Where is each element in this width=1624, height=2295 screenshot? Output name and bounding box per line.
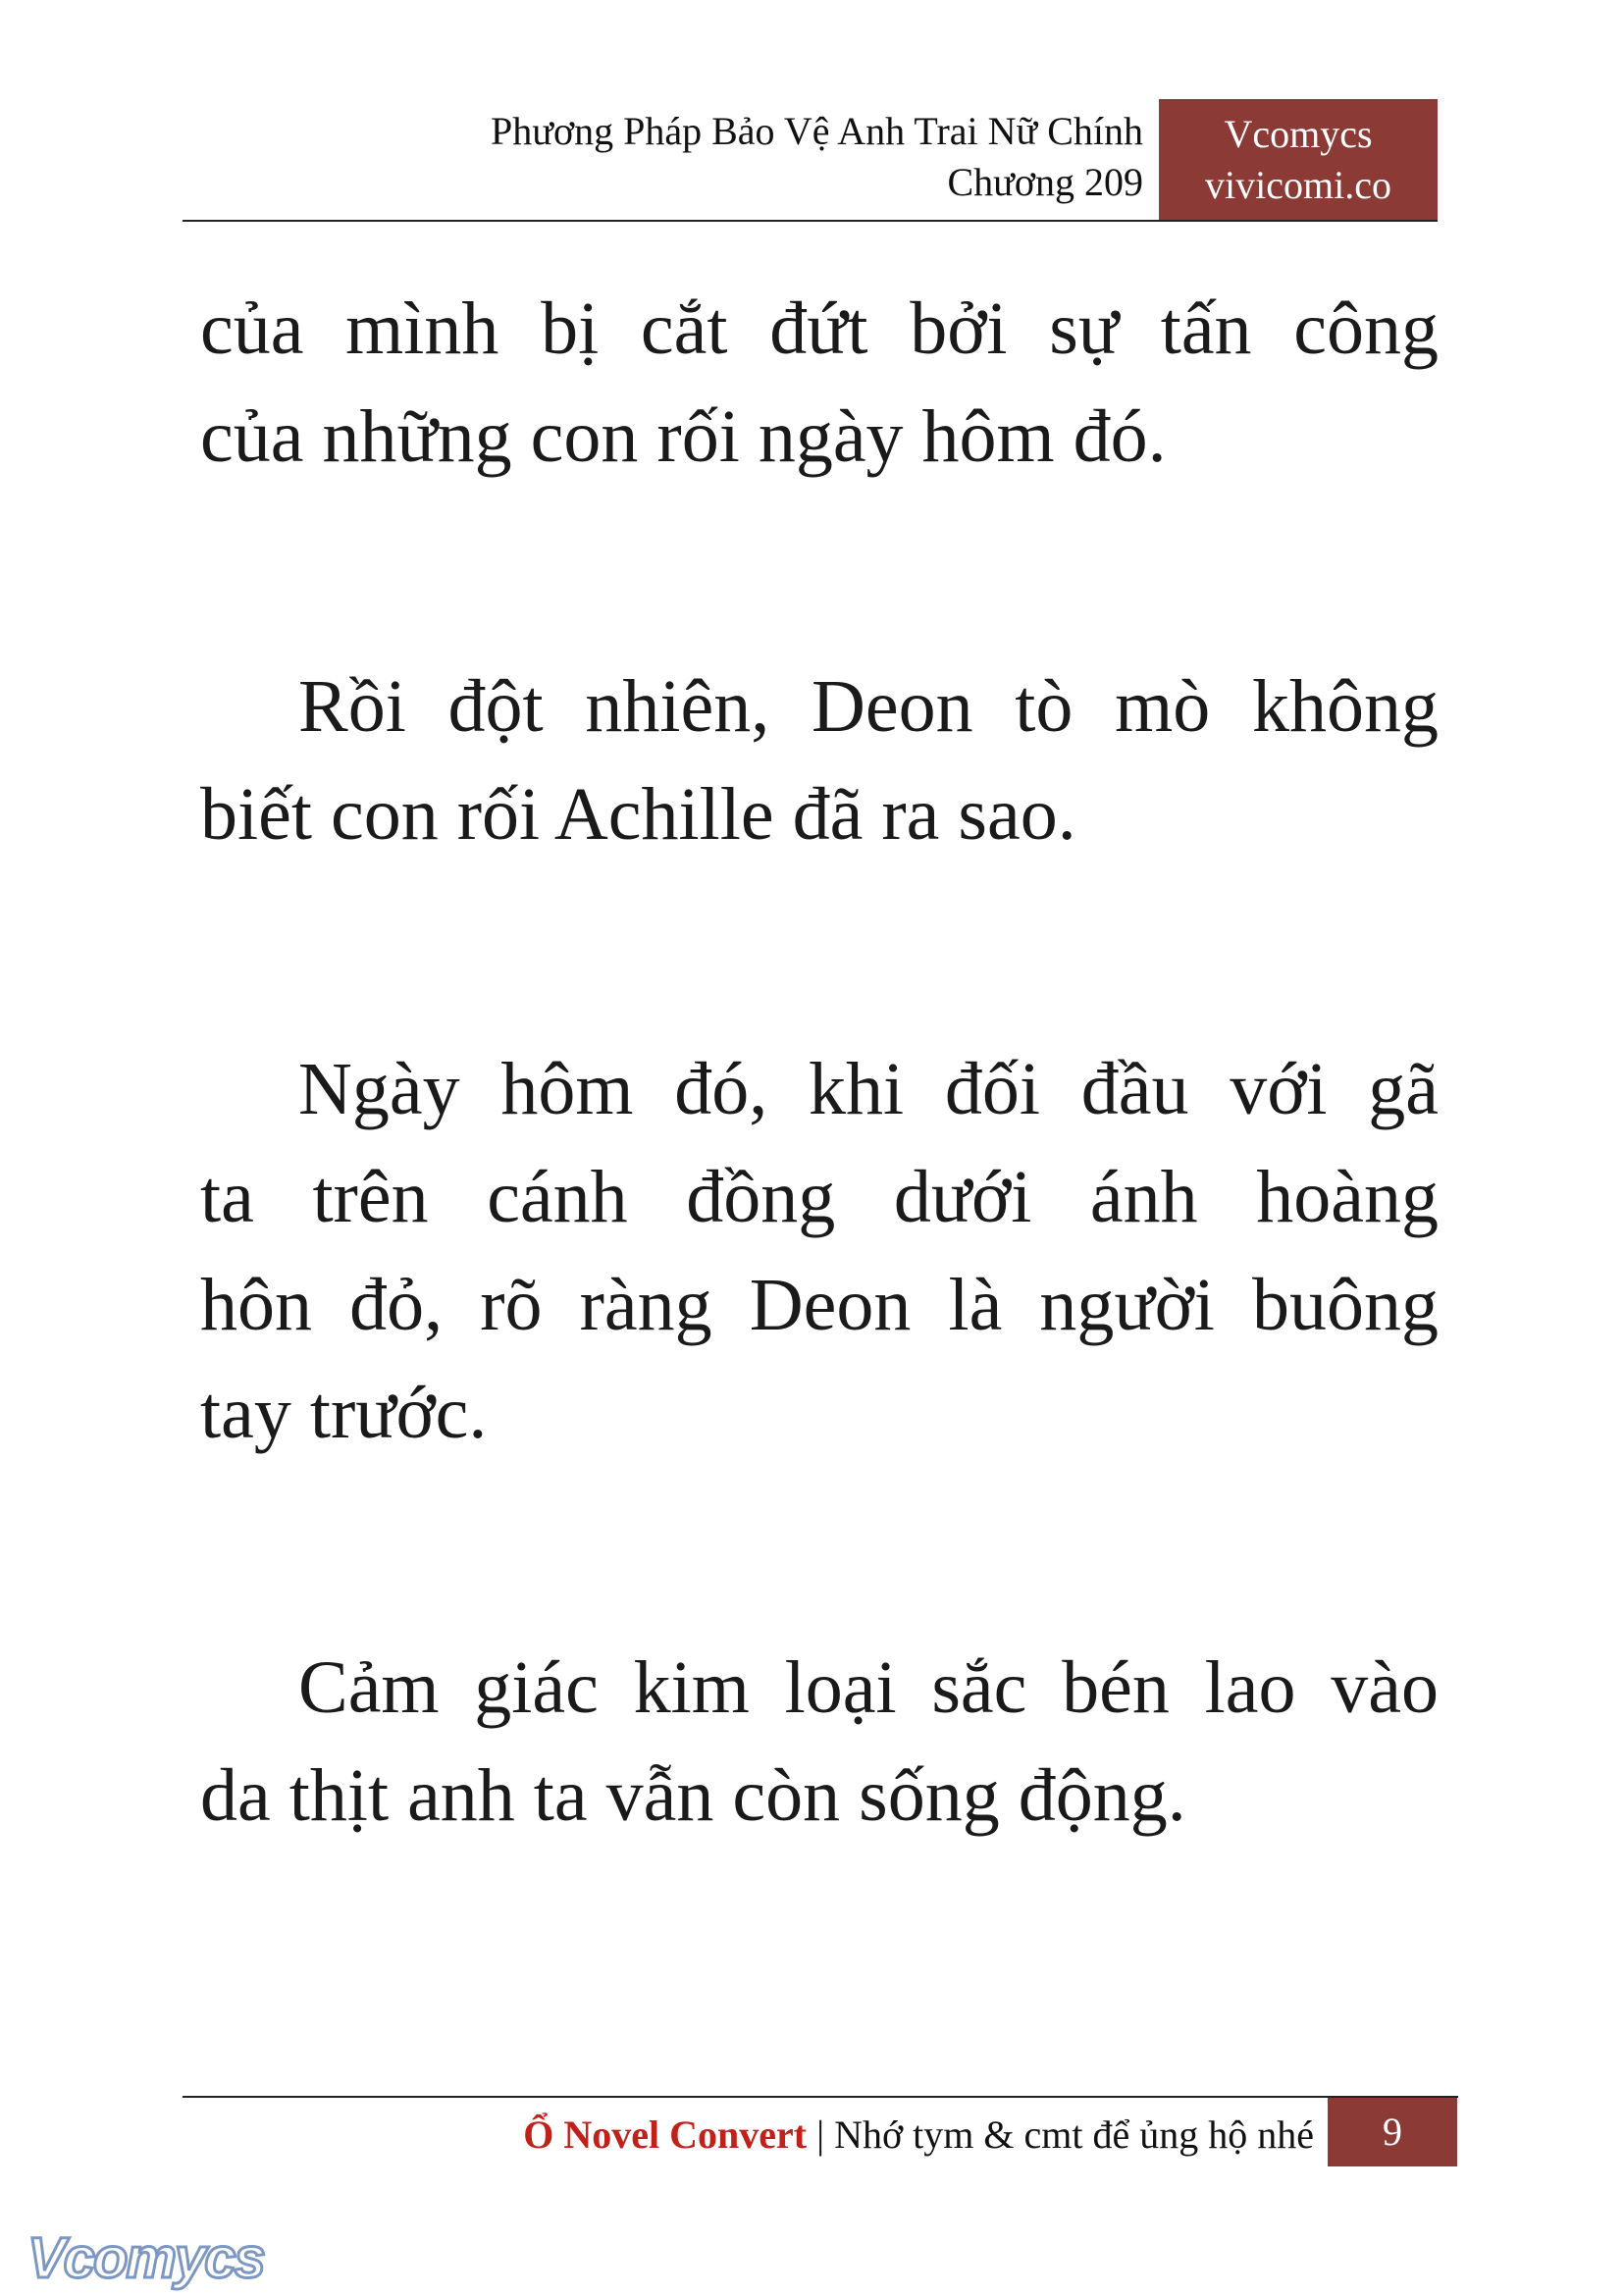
chapter-label: Chương 209 [947,160,1143,204]
footer-divider [183,2096,1458,2098]
site-badge [1159,99,1438,221]
footer-message: Nhớ tym & cmt để ủng hộ nhé [834,2112,1314,2157]
paragraph-line: ta trên cánh đồng dưới ánh hoàng [200,1156,1439,1238]
paragraph-line: biết con rối Achille đã ra sao. [200,773,1076,856]
footer-brand: Ổ Novel Convert [523,2112,808,2157]
paragraph-line: hôn đỏ, rõ ràng Deon là người buông [200,1264,1439,1346]
paragraph-3 [200,1035,1439,1467]
paragraph-1 [200,275,1439,491]
site-url: vivicomi.co [1205,163,1391,207]
footer-text [235,2108,1314,2163]
site-name: Vcomycs [1224,112,1373,156]
book-title: Phương Pháp Bảo Vệ Anh Trai Nữ Chính [491,109,1143,153]
footer-separator: | [816,2112,825,2157]
header-title-block [260,106,1143,208]
paragraph-2 [200,652,1439,868]
paragraph-4 [200,1634,1439,1850]
paragraph-line: của mình bị cắt đứt bởi sự tấn công [200,287,1439,370]
paragraph-line: Ngày hôm đó, khi đối đầu với gã [298,1048,1439,1130]
page-number: 9 [1328,2098,1457,2166]
paragraph-line: Rồi đột nhiên, Deon tò mò không [298,665,1439,748]
paragraph-line: của những con rối ngày hôm đó. [200,395,1167,478]
watermark-logo: Vcomycs [27,2226,264,2290]
paragraph-line: da thịt anh ta vẫn còn sống động. [200,1754,1186,1837]
paragraph-line: tay trước. [200,1372,488,1454]
paragraph-line: Cảm giác kim loại sắc bén lao vào [298,1646,1439,1729]
header-divider [183,220,1438,222]
